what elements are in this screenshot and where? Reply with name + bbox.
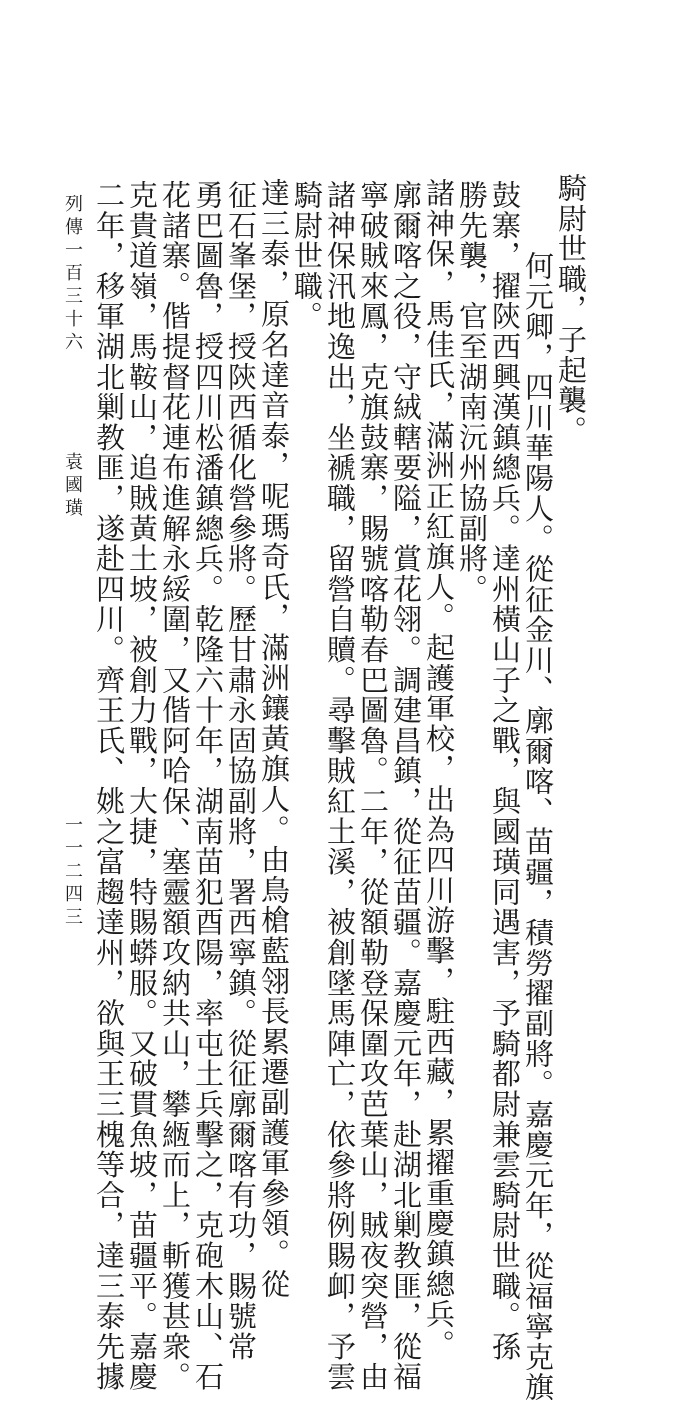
footer-chapter: 列傳一百三十六 <box>62 194 83 355</box>
text-column: 勝先襲，官至湖南沅州協副將。 <box>455 180 489 605</box>
text-column: 諸神保，馬佳氏，滿洲正紅旗人。起護軍校，出為四川游擊，駐西藏，累擢重慶鎮總兵。 <box>422 178 456 1360</box>
text-column: 何元卿，四川華陽人。從征金川、廓爾喀、苗疆，積勞擢副將。嘉慶元年，從福寧克旗 <box>521 251 555 1402</box>
text-column: 鼓寨，擢陝西興漢鎮總兵。達州橫山子之戰，與國璜同遇害，予騎都尉兼雲騎尉世職。孫 <box>488 180 522 1362</box>
text-column: 寧破賊來鳳，克旗鼓寨，賜號喀勒春巴圖魯。二年，從額勒登保圍攻芭葉山，賊夜突營，由 <box>356 180 390 1392</box>
text-column: 二年，移軍湖北剿教匪，遂赴四川。齊王氏、姚之富趨達州，欲與王三槐等合，達三泰先據 <box>92 180 126 1392</box>
text-column: 花諸寨。偕提督花連布進解永綏圍，又偕阿哈保、塞靈額攻納共山，攀緪而上，斬獲甚衆。 <box>158 180 192 1392</box>
text-column: 騎尉世職，子起襲。 <box>554 173 588 446</box>
footer-page-number: 一一二四三 <box>62 815 83 930</box>
text-column: 達三泰，原名達音泰，呢瑪奇氏，滿洲鑲黃旗人。由鳥槍藍翎長累遷副護軍參領。從 <box>257 178 291 1300</box>
text-column: 勇巴圖魯，授四川松潘鎮總兵。乾隆六十年，湖南苗犯酉陽，率屯土兵擊之，克砲木山、石 <box>191 180 225 1392</box>
text-column: 廓爾喀之役，守絨轄要隘，賞花翎。調建昌鎮，從征苗疆。嘉慶元年，赴湖北剿教匪，從福 <box>389 180 423 1392</box>
footer-title: 袁國璜 <box>62 452 83 521</box>
text-column: 克貴道嶺，馬鞍山，追賊黃土坡，被創力戰，大捷，特賜蟒服。又破貫魚坡，苗疆平。嘉慶 <box>125 180 159 1392</box>
text-column: 騎尉世職。 <box>290 180 324 332</box>
text-column: 諸神保汛地逸出，坐褫職，留營自贖。尋擊賊紅土溪，被創墜馬陣亡，依參將例賜卹，予雲 <box>323 180 357 1392</box>
text-column: 征石峯堡，授陝西循化營參將。歷甘肅永固協副將，署西寧鎮。從征廓爾喀有功，賜號常 <box>224 180 258 1362</box>
